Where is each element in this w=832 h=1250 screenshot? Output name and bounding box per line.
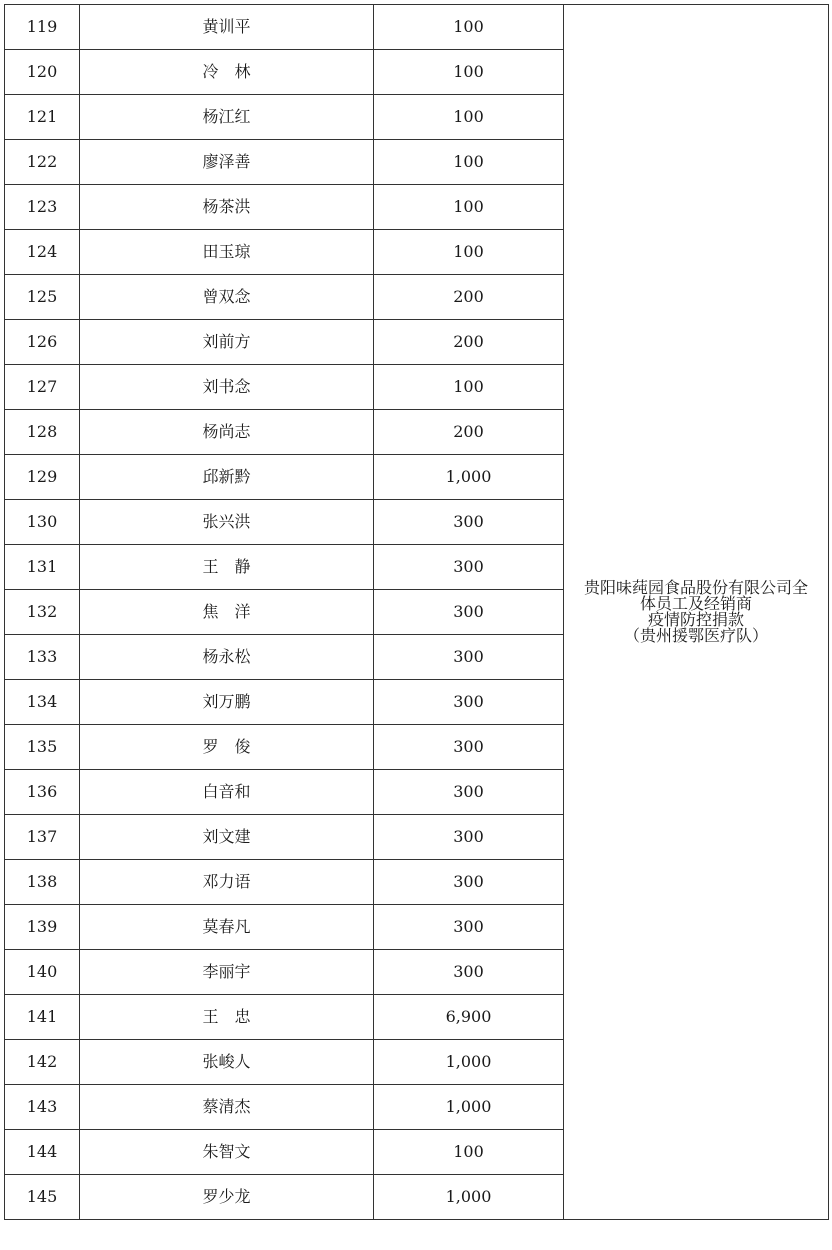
- table-row: [5, 5, 829, 50]
- row-number-cell: 132: [5, 590, 80, 635]
- row-number-cell: 131: [5, 545, 80, 590]
- amount-cell: 300: [374, 545, 564, 590]
- donor-name-cell: 焦 洋: [80, 590, 374, 635]
- donor-name-cell: 罗 俊: [80, 725, 374, 770]
- row-number-cell: 122: [5, 140, 80, 185]
- amount-cell: 300: [374, 770, 564, 815]
- amount-cell: 300: [374, 500, 564, 545]
- donor-name-cell: 杨江红: [80, 95, 374, 140]
- donor-name-cell: 朱智文: [80, 1130, 374, 1175]
- donor-name-cell: 刘文建: [80, 815, 374, 860]
- amount-cell: 6,900: [374, 995, 564, 1040]
- amount-cell: 300: [374, 860, 564, 905]
- amount-cell: 300: [374, 635, 564, 680]
- donor-name-cell: 罗少龙: [80, 1175, 374, 1220]
- row-number-cell: 125: [5, 275, 80, 320]
- donor-name-cell: 田玉琼: [80, 230, 374, 275]
- donor-name-cell: 廖泽善: [80, 140, 374, 185]
- row-number-cell: 120: [5, 50, 80, 95]
- donor-name-cell: 莫春凡: [80, 905, 374, 950]
- donor-name-cell: 杨茶洪: [80, 185, 374, 230]
- donor-name-cell: 杨尚志: [80, 410, 374, 455]
- amount-cell: 100: [374, 140, 564, 185]
- row-number-cell: 140: [5, 950, 80, 995]
- amount-cell: 100: [374, 230, 564, 275]
- donation-table-body: [5, 5, 829, 1220]
- donor-name-cell: 黄训平: [80, 5, 374, 50]
- row-number-cell: 138: [5, 860, 80, 905]
- amount-cell: 100: [374, 365, 564, 410]
- donor-name-cell: 邱新黔: [80, 455, 374, 500]
- amount-cell: 100: [374, 1130, 564, 1175]
- donor-name-cell: 王 忠: [80, 995, 374, 1040]
- row-number-cell: 136: [5, 770, 80, 815]
- donor-name-cell: 刘万鹏: [80, 680, 374, 725]
- donor-name-cell: 蔡清杰: [80, 1085, 374, 1130]
- row-number-cell: 145: [5, 1175, 80, 1220]
- amount-cell: 300: [374, 815, 564, 860]
- donor-name-cell: 杨永松: [80, 635, 374, 680]
- amount-cell: 200: [374, 320, 564, 365]
- donor-name-cell: 邓力语: [80, 860, 374, 905]
- amount-cell: 300: [374, 905, 564, 950]
- row-number-cell: 133: [5, 635, 80, 680]
- donation-note-line: （贵州援鄂医疗队）: [623, 626, 768, 645]
- row-number-cell: 141: [5, 995, 80, 1040]
- row-number-cell: 139: [5, 905, 80, 950]
- amount-cell: 1,000: [374, 455, 564, 500]
- amount-cell: 200: [374, 410, 564, 455]
- donation-note-cell: [564, 5, 829, 1220]
- row-number-cell: 143: [5, 1085, 80, 1130]
- row-number-cell: 128: [5, 410, 80, 455]
- donation-note-line: 疫情防控捐款: [647, 610, 744, 629]
- row-number-cell: 130: [5, 500, 80, 545]
- row-number-cell: 135: [5, 725, 80, 770]
- row-number-cell: 123: [5, 185, 80, 230]
- donation-note-line: 贵阳味莼园食品股份有限公司全: [583, 578, 808, 597]
- donor-name-cell: 刘前方: [80, 320, 374, 365]
- amount-cell: 300: [374, 950, 564, 995]
- donor-name-cell: 刘书念: [80, 365, 374, 410]
- donor-name-cell: 张峻人: [80, 1040, 374, 1085]
- amount-cell: 100: [374, 5, 564, 50]
- row-number-cell: 121: [5, 95, 80, 140]
- amount-cell: 100: [374, 185, 564, 230]
- donor-name-cell: 冷 林: [80, 50, 374, 95]
- amount-cell: 300: [374, 725, 564, 770]
- row-number-cell: 134: [5, 680, 80, 725]
- amount-cell: 200: [374, 275, 564, 320]
- donation-table: [4, 4, 829, 1220]
- row-number-cell: 129: [5, 455, 80, 500]
- row-number-cell: 119: [5, 5, 80, 50]
- row-number-cell: 126: [5, 320, 80, 365]
- donor-name-cell: 白音和: [80, 770, 374, 815]
- row-number-cell: 127: [5, 365, 80, 410]
- amount-cell: 300: [374, 590, 564, 635]
- donor-name-cell: 王 静: [80, 545, 374, 590]
- amount-cell: 100: [374, 95, 564, 140]
- amount-cell: 1,000: [374, 1175, 564, 1220]
- row-number-cell: 137: [5, 815, 80, 860]
- donor-name-cell: 李丽宇: [80, 950, 374, 995]
- amount-cell: 1,000: [374, 1085, 564, 1130]
- donor-name-cell: 张兴洪: [80, 500, 374, 545]
- amount-cell: 100: [374, 50, 564, 95]
- amount-cell: 1,000: [374, 1040, 564, 1085]
- amount-cell: 300: [374, 680, 564, 725]
- row-number-cell: 142: [5, 1040, 80, 1085]
- donation-note-line: 体员工及经销商: [639, 594, 752, 613]
- donor-name-cell: 曾双念: [80, 275, 374, 320]
- row-number-cell: 124: [5, 230, 80, 275]
- row-number-cell: 144: [5, 1130, 80, 1175]
